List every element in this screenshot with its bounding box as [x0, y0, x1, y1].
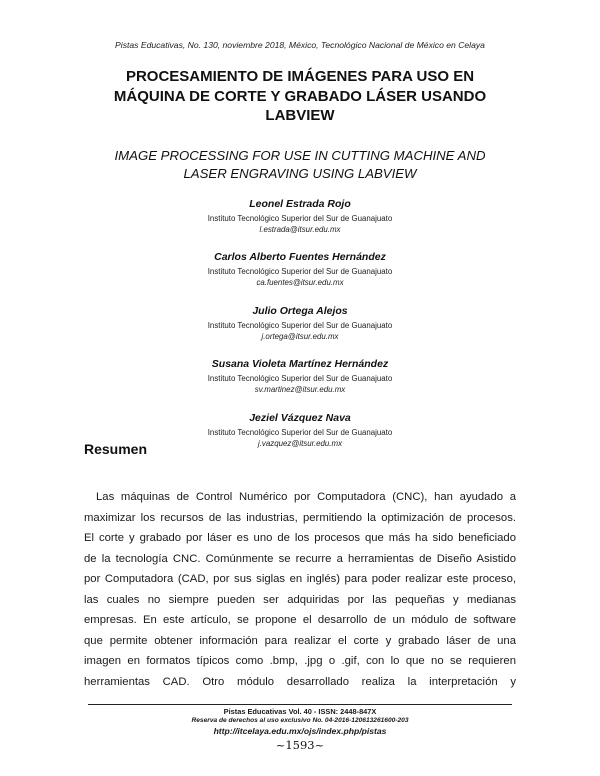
author-institution: Instituto Tecnológico Superior del Sur de Guanajuato [207, 267, 393, 276]
abstract-line: Las máquinas de Control Numérico por Computadora (CNC), han ayudado a [96, 491, 516, 503]
abstract-line: de la tecnología CNC. Comúnmente se recurre a herramientas de Diseño Asistido [84, 552, 516, 565]
abstract-line: El corte y grabado por láser es uno de los procesos que más ha sido beneficiado [84, 532, 516, 544]
author-name: Julio Ortega Alejos [252, 305, 348, 317]
abstract-line: herramientas CAD. Otro módulo desarrollado realiza la interpretación y [84, 675, 516, 688]
author-institution: Instituto Tecnológico Superior del Sur de Guanajuato [207, 214, 393, 223]
title-line: MÁQUINA DE CORTE Y GRABADO LÁSER USANDO [113, 87, 487, 105]
abstract-line: que permite obtener información para realizar el corte y grabado láser de una [84, 634, 516, 647]
title-line: PROCESAMIENTO DE IMÁGENES PARA USO EN [125, 68, 475, 85]
author-email[interactable]: ca.fuentes@itsur.edu.mx [256, 278, 344, 287]
abstract-line: empresas. En este artículo, se propone el desarrollo de un módulo de software [84, 614, 516, 626]
english-title [90, 147, 510, 183]
author-name: Leonel Estrada Rojo [249, 198, 351, 210]
subtitle-line: IMAGE PROCESSING FOR USE IN CUTTING MACHINE AND [114, 148, 486, 163]
abstract-body [84, 487, 516, 692]
title-line: LABVIEW [265, 107, 335, 124]
author-institution: Instituto Tecnológico Superior del Sur de Guanajuato [207, 321, 393, 330]
author-email[interactable]: j.ortega@itsur.edu.mx [261, 332, 339, 341]
abstract-line: por Computadora (CAD, por sus siglas en inglés) para poder realizar este proceso, [84, 573, 516, 585]
subtitle-line: LASER ENGRAVING USING LABVIEW [183, 166, 417, 181]
footer-divider [88, 704, 512, 705]
author-block [0, 250, 600, 288]
page-number: ~1593~ [275, 738, 325, 752]
author-block [0, 304, 600, 342]
running-header: Pistas Educativas, No. 130, noviembre 2018, México, Tecnológico Nacional de México en Celaya [115, 40, 485, 50]
footer-rights-notice: Reserva de derechos al uso exclusivo No. 04-2016-120613261600-203 [191, 717, 409, 724]
abstract-line: imagen en formatos típicos como .bmp, .jpg o .gif, con lo que no se requieren [84, 655, 516, 667]
abstract-line: las cuales no siempre pueden ser adquiridas por las pequeñas y medianas [84, 593, 516, 606]
author-institution: Instituto Tecnológico Superior del Sur de Guanajuato [207, 374, 393, 383]
author-name: Carlos Alberto Fuentes Hernández [214, 251, 386, 263]
author-email[interactable]: j.vazquez@itsur.edu.mx [257, 439, 343, 448]
abstract-line: maximizar los recursos de las industrias, permitiendo la optimización de procesos. [84, 511, 516, 524]
author-name: Susana Violeta Martínez Hernández [211, 358, 389, 370]
paper-title [100, 67, 500, 126]
footer-journal-link[interactable]: http://itcelaya.edu.mx/ojs/index.php/pistas [213, 726, 387, 736]
author-email[interactable]: sv.martinez@itsur.edu.mx [254, 385, 346, 394]
section-heading-resumen: Resumen [84, 441, 148, 457]
footer-journal-info: Pistas Educativas Vol. 40 - ISSN: 2448-847X [223, 707, 377, 716]
author-institution: Instituto Tecnológico Superior del Sur de Guanajuato [207, 428, 393, 437]
author-name: Jeziel Vázquez Nava [249, 412, 351, 424]
author-block [0, 197, 600, 235]
author-block [0, 357, 600, 395]
author-email[interactable]: l.estrada@itsur.edu.mx [259, 225, 341, 234]
